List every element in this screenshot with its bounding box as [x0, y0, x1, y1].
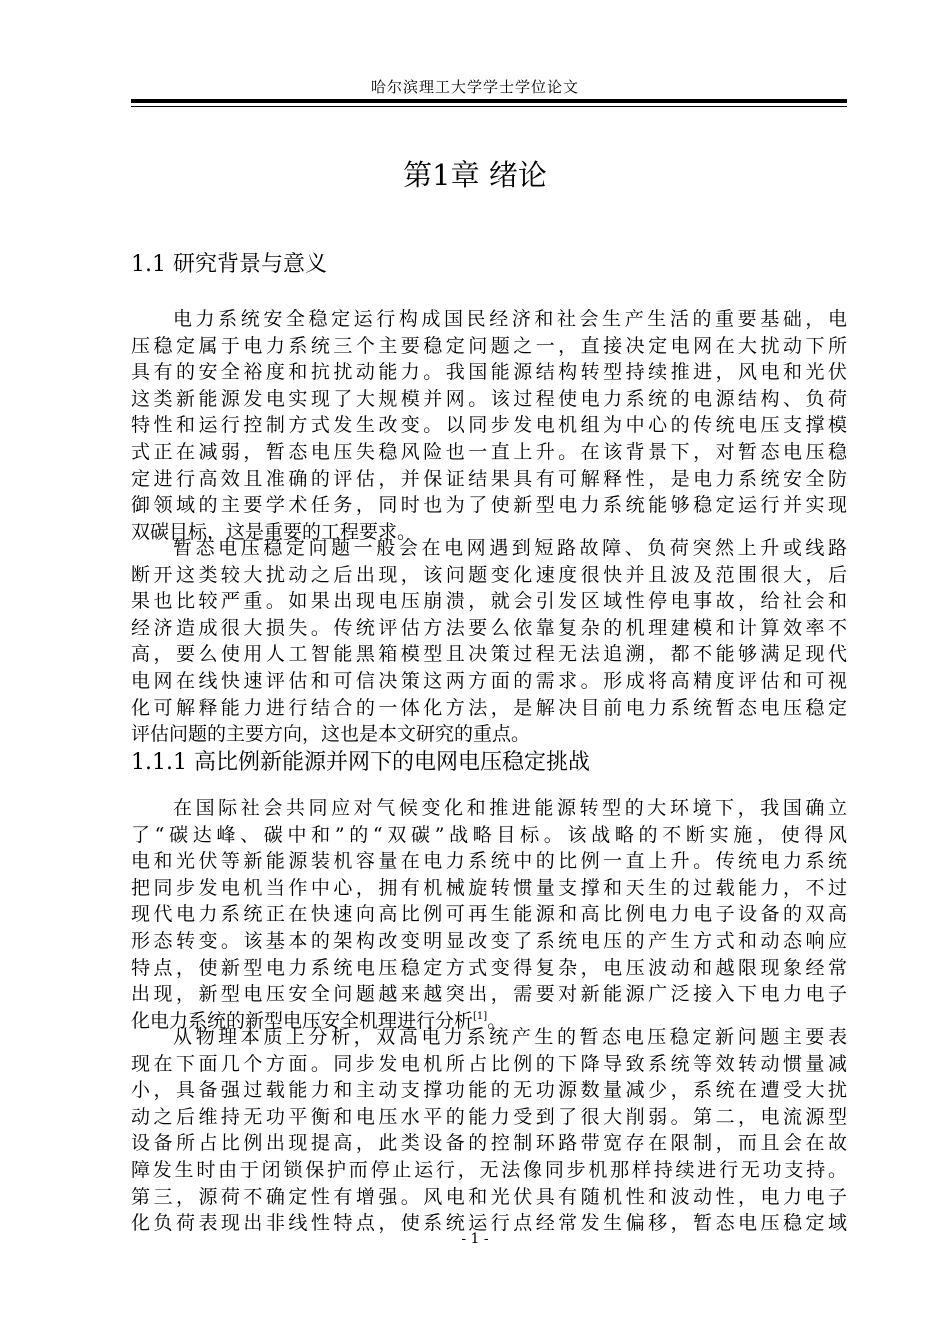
paragraph-line: 从物理本质上分析，双高电力系统产生的暂态电压稳定新问题主要表 [173, 1026, 847, 1048]
paragraph-4 [131, 1024, 847, 1237]
paragraph-line: 动之后维持无功平衡和电压水平的能力受到了很大削弱。第二，电流源型 [131, 1105, 847, 1128]
paragraph-line: 形态转变。该基本的架构改变明显改变了系统电压的产生方式和动态响应 [131, 929, 847, 952]
paragraph-line: 经济造成很大损失。传统评估方法要么依靠复杂的机理建模和计算效率不 [131, 616, 847, 639]
paragraph-line: 果也比较严重。如果出现电压崩溃，就会引发区域性停电事故，给社会和 [131, 590, 847, 613]
paragraph-line: 化负荷表现出非线性特点，使系统运行点经常发生偏移，暂态电压稳定域 [131, 1212, 847, 1235]
paragraph-3 [131, 795, 847, 1034]
citation-reference[interactable]: [1] [473, 1010, 488, 1022]
paragraph-1 [131, 306, 847, 545]
paragraph-line: 双碳目标，这是重要的工程要求。 [131, 520, 417, 543]
paragraph-line: 定进行高效且准确的评估，并保证结果具有可解释性，是电力系统安全防 [131, 467, 847, 490]
paragraph-line: 特点，使新型电力系统电压稳定方式变得复杂，电压波动和越限现象经常 [131, 956, 847, 979]
paragraph-line: 第三，源荷不确定性有增强。风电和光伏具有随机性和波动性，电力电子 [131, 1185, 847, 1208]
paragraph-2 [131, 535, 847, 748]
paragraph-line: 设备所占比例出现提高，此类设备的控制环路带宽存在限制，而且会在故 [131, 1132, 847, 1155]
paragraph-line: 电和光伏等新能源装机容量在电力系统中的比例一直上升。传统电力系统 [131, 850, 847, 873]
paragraph-line: 现代电力系统正在快速向高比例可再生能源和高比例电力电子设备的双高 [131, 903, 847, 926]
section-heading-1-1-1: 1.1.1 高比例新能源并网下的电网电压稳定挑战 [131, 750, 590, 775]
paragraph-line: 在国际社会共同应对气候变化和推进能源转型的大环境下，我国确立 [173, 797, 847, 819]
page-number: - 1 - [461, 1231, 489, 1247]
paragraph-line: 御领域的主要学术任务，同时也为了使新型电力系统能够稳定运行并实现 [131, 494, 847, 517]
paragraph-line: 断开这类较大扰动之后出现，该问题变化速度很快并且波及范围很大，后 [131, 563, 847, 586]
paragraph-line: 具有的安全裕度和抗扰动能力。我国能源结构转型持续推进，风电和光伏 [131, 361, 847, 384]
paragraph-line: 特性和运行控制方式发生改变。以同步发电机组为中心的传统电压支撑模 [131, 414, 847, 437]
paragraph-line: 压稳定属于电力系统三个主要稳定问题之一，直接决定电网在大扰动下所 [131, 334, 847, 357]
header-rule-thick [131, 99, 847, 103]
paragraph-line: 化可解释能力进行结合的一体化方法，是解决目前电力系统暂态电压稳定 [131, 696, 847, 719]
paragraph-line: 高，要么使用人工智能黑箱模型且决策过程无法追溯，都不能够满足现代 [131, 643, 847, 666]
paragraph-line: 这类新能源发电实现了大规模并网。该过程使电力系统的电源结构、负荷 [131, 387, 847, 410]
paragraph-line: 小，具备强过载能力和主动支撑功能的无功源数量减少，系统在遭受大扰 [131, 1079, 847, 1102]
paragraph-line: 电网在线快速评估和可信决策这两方面的需求。形成将高精度评估和可视 [131, 669, 847, 692]
chapter-title: 第1章 绪论 [403, 158, 547, 192]
section-heading-1-1: 1.1 研究背景与意义 [131, 252, 327, 277]
paragraph-line: 障发生时由于闭锁保护而停止运行，无法像同步机那样持续进行无功支持。 [131, 1158, 847, 1181]
header-rule-thin [131, 106, 847, 107]
paragraph-line: 电力系统安全稳定运行构成国民经济和社会生产生活的重要基础，电 [173, 308, 847, 330]
paragraph-line: 了“碳达峰、碳中和”的“双碳”战略目标。该战略的不断实施，使得风 [131, 823, 847, 846]
paragraph-line: 式正在减弱，暂态电压失稳风险也一直上升。在该背景下，对暂态电压稳 [131, 440, 847, 463]
paragraph-line: 评估问题的主要方向，这也是本文研究的重点。 [131, 723, 531, 746]
citation-text: 化电力系统的新型电压安全机理进行分析 [131, 1009, 474, 1032]
citation-text-end: 。 [487, 1009, 507, 1032]
running-header: 哈尔滨理工大学学士学位论文 [370, 78, 579, 96]
paragraph-line: 把同步发电机当作中心，拥有机械旋转惯量支撑和天生的过载能力，不过 [131, 876, 847, 899]
paragraph-line: 暂态电压稳定问题一般会在电网遇到短路故障、负荷突然上升或线路 [173, 537, 847, 559]
paragraph-line: 现在下面几个方面。同步发电机所占比例的下降导致系统等效转动惯量减 [131, 1052, 847, 1075]
paragraph-line: 出现，新型电压安全问题越来越突出，需要对新能源广泛接入下电力电子 [131, 983, 847, 1006]
